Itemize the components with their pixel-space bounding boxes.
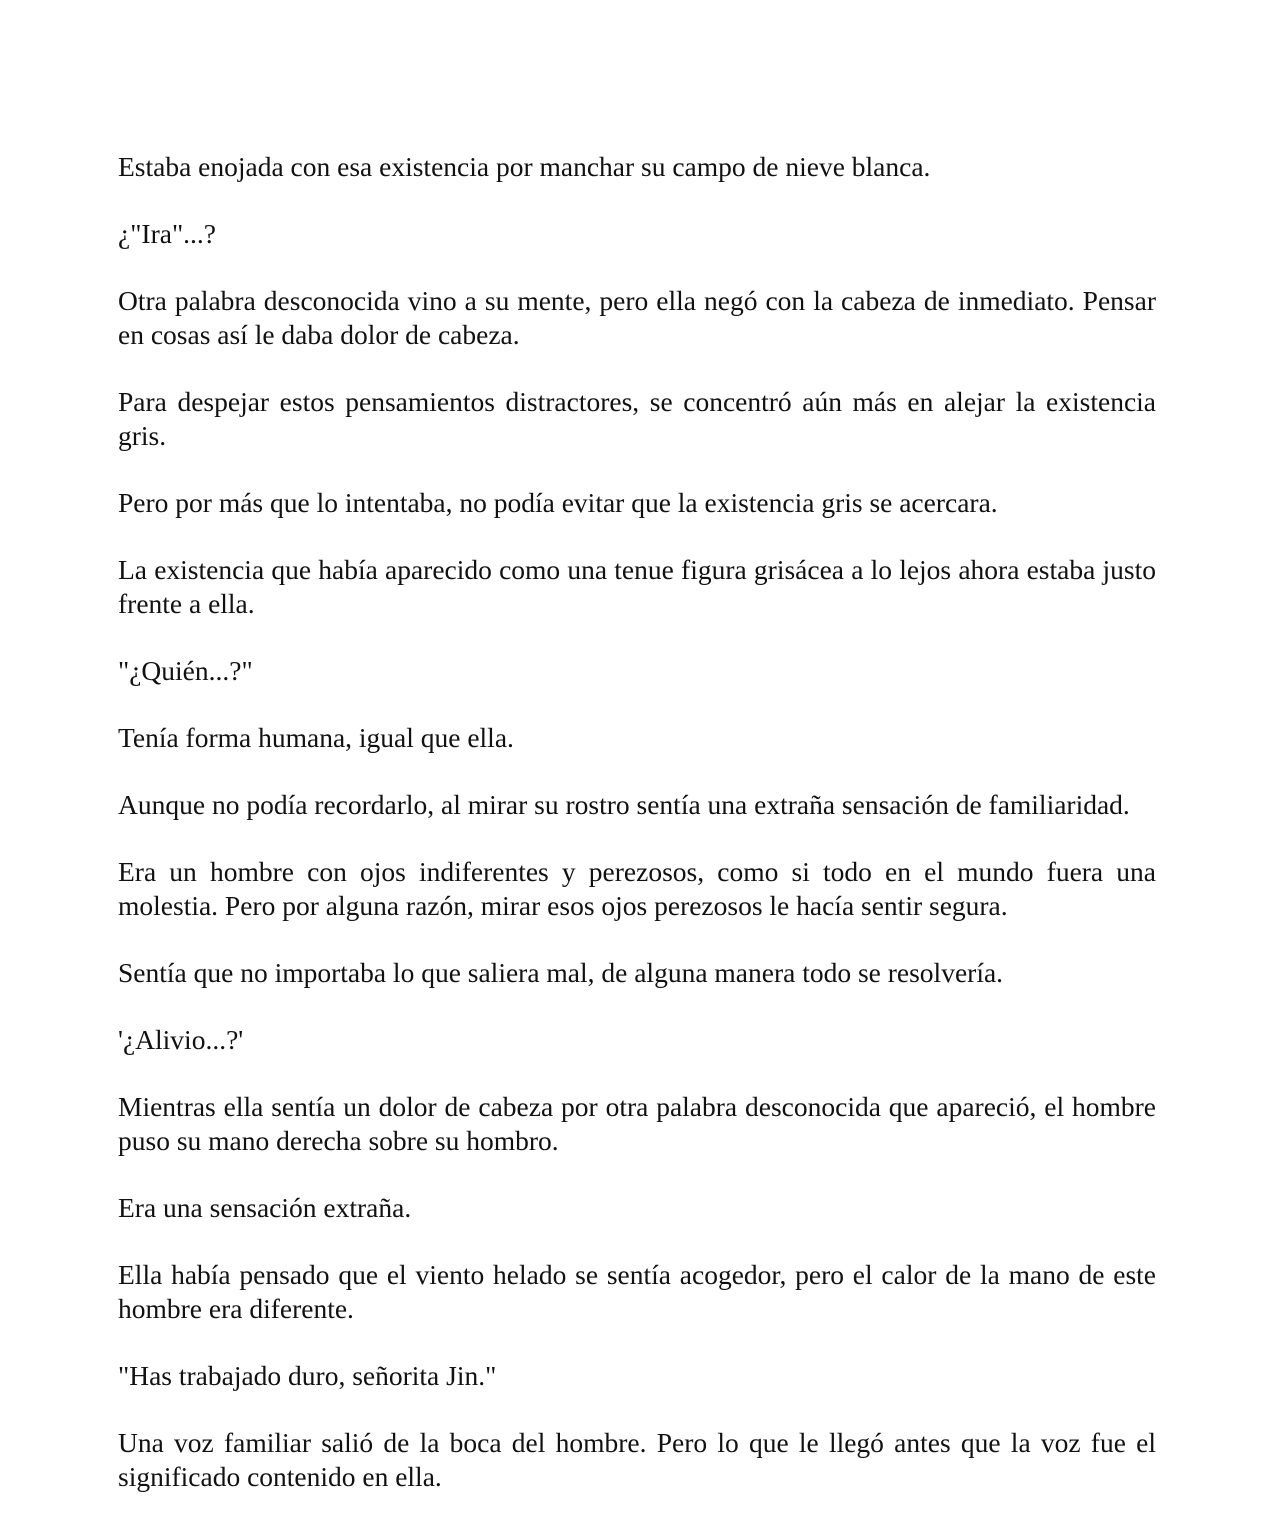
paragraph: Otra palabra desconocida vino a su mente, pero ella negó con la cabeza de inmediato. Pensar en cosas así le daba dolor de cabeza. [118,285,1156,350]
paragraph: Era un hombre con ojos indiferentes y perezosos, como si todo en el mundo fuera una molestia. Pero por alguna razón, mirar esos ojos perezosos le hacía sentir segura. [118,856,1156,921]
paragraph: "Has trabajado duro, señorita Jin." [118,1360,497,1391]
document-body [118,150,1156,1515]
paragraph: "¿Quién...?" [118,655,253,686]
paragraph: '¿Alivio...?' [118,1024,244,1055]
paragraph: Tenía forma humana, igual que ella. [118,722,514,753]
paragraph: Aunque no podía recordarlo, al mirar su rostro sentía una extraña sensación de familiaridad. [118,789,1130,820]
paragraph: Sentía que no importaba lo que saliera mal, de alguna manera todo se resolvería. [118,957,1004,988]
paragraph: Era una sensación extraña. [118,1192,412,1223]
paragraph: ¿"Ira"...? [118,218,217,249]
paragraph: Una voz familiar salió de la boca del hombre. Pero lo que le llegó antes que la voz fue el significado contenido en ella. [118,1427,1156,1492]
paragraph: Para despejar estos pensamientos distractores, se concentró aún más en alejar la existencia gris. [118,386,1156,451]
paragraph: Ella había pensado que el viento helado se sentía acogedor, pero el calor de la mano de este hombre era diferente. [118,1259,1156,1324]
paragraph: Pero por más que lo intentaba, no podía evitar que la existencia gris se acercara. [118,487,998,518]
paragraph: Estaba enojada con esa existencia por manchar su campo de nieve blanca. [118,151,931,182]
paragraph: La existencia que había aparecido como una tenue figura grisácea a lo lejos ahora estaba justo frente a ella. [118,554,1156,619]
paragraph: Mientras ella sentía un dolor de cabeza por otra palabra desconocida que apareció, el hombre puso su mano derecha sobre su hombro. [118,1091,1156,1156]
